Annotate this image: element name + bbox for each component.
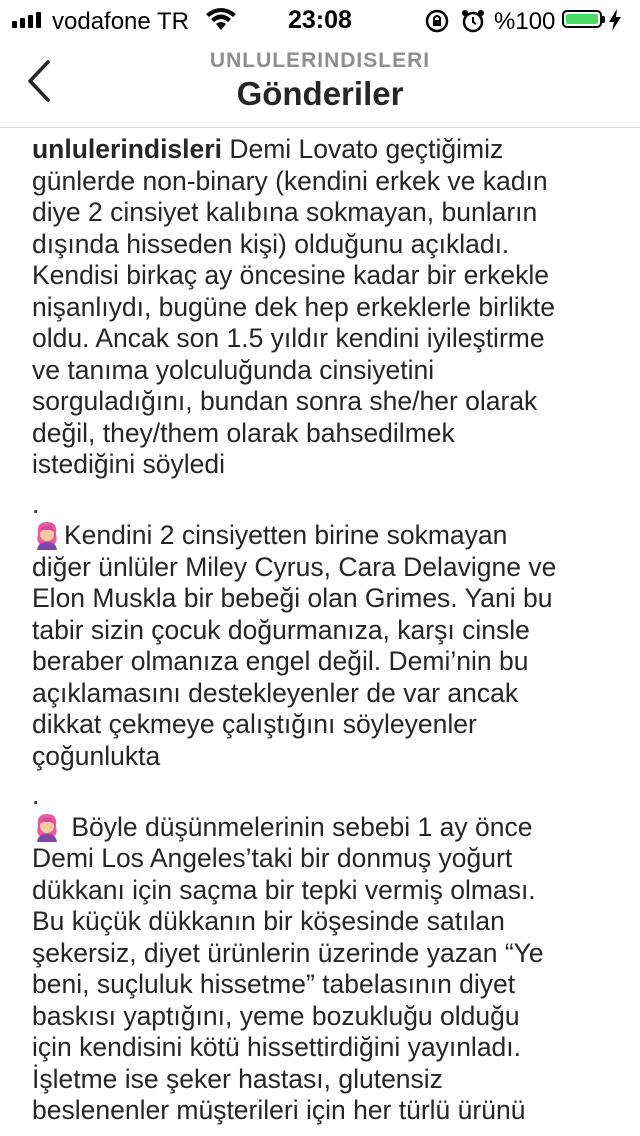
carrier-name: vodafone TR [52, 8, 189, 35]
caption-line: tabir sizin çocuk doğurmanıza, karşı cinsle [32, 614, 530, 645]
wifi-icon [206, 8, 236, 39]
caption-line [32, 520, 612, 552]
caption-line [32, 812, 612, 844]
caption-line: günlerde non-binary (kendini erkek ve kadın [32, 165, 548, 196]
caption-line: İşletme ise şeker hastası, glutensiz [32, 1063, 443, 1094]
caption-line: için kendisini kötü hissettirdiğini yayınladı. [32, 1032, 522, 1062]
caption-line: şekersiz, diyet ürünlerin üzerinde yazan “Ye [32, 937, 544, 968]
status-bar [0, 0, 640, 40]
separator-dot: . [32, 780, 40, 810]
post-caption [32, 134, 612, 1127]
status-time: 23:08 [288, 6, 352, 34]
signal-icon [12, 12, 41, 28]
caption-line [32, 134, 612, 166]
caption-line: dükkanı için saçma bir tepki vermiş olması. [32, 874, 536, 905]
caption-line: değil, they/them olarak bahsedilmek [32, 417, 455, 448]
caption-text: Kendini 2 cinsiyetten birine sokmayan [64, 520, 508, 550]
caption-line: beraber olmanıza engel değil. Demi’nin bu [32, 646, 529, 676]
caption-line: dikkat çekmeye çalıştığını söyleyenler [32, 709, 477, 739]
battery-icon [562, 10, 602, 28]
battery-percent: %100 [494, 8, 556, 35]
charging-icon [608, 8, 622, 38]
rotation-lock-icon [424, 8, 450, 41]
caption-line: baskısı yaptığını, yeme bozukluğu olduğu [32, 1000, 520, 1031]
nav-subtitle: UNLULERINDISLERI [209, 49, 431, 72]
caption-line: diye 2 cinsiyet kalıbına sokmayan, bunların [32, 197, 538, 227]
separator-dot: . [32, 488, 40, 519]
caption-line: Demi Los Angeles’taki bir donmuş yoğurt [32, 843, 513, 873]
caption-line: ve tanıma yolculuğunda cinsiyetini [32, 354, 435, 385]
caption-line: oldu. Ancak son 1.5 yıldır kendini iyileştirme [32, 323, 545, 353]
alarm-icon [460, 8, 486, 41]
caption-line: dışında hisseden kişi) olduğunu açıkladı. [32, 228, 510, 259]
caption-line: beslenenler müşterileri için her türlü ürünü [32, 1095, 526, 1125]
caption-text: Böyle düşünmelerinin sebebi 1 ay önce [64, 811, 533, 842]
caption-line: Kendisi birkaç ay öncesine kadar bir erkekle [32, 260, 550, 290]
nav-titles [0, 48, 640, 114]
navigation-bar [0, 40, 640, 128]
caption-line: sorguladığını, bundan sonra she/her olarak [32, 386, 538, 416]
page-title: Gönderiler [236, 75, 404, 112]
caption-line: istediğini söyledi [32, 449, 225, 479]
username-link[interactable]: unlulerindisleri [32, 134, 222, 164]
caption-line: Elon Muskla bir bebeği olan Grimes. Yani bu [32, 583, 553, 613]
caption-line: beni, suçluluk hissetme” tabelasının diyet [32, 969, 516, 999]
caption-line: Bu küçük dükkanın bir köşesinde satılan [32, 906, 505, 936]
caption-line: çoğunlukta [32, 740, 161, 771]
caption-text: Demi Lovato geçtiğimiz [221, 134, 504, 164]
person-pink-hair-emoji-icon [32, 520, 62, 550]
caption-line: nişanlıydı, bugüne dek hep erkeklerle birlikte [32, 291, 555, 322]
person-pink-hair-emoji-icon [32, 812, 62, 842]
caption-line: diğer ünlüler Miley Cyrus, Cara Delavigne ve [32, 551, 557, 582]
caption-line: açıklamasını destekleyenler de var ancak [32, 677, 519, 708]
